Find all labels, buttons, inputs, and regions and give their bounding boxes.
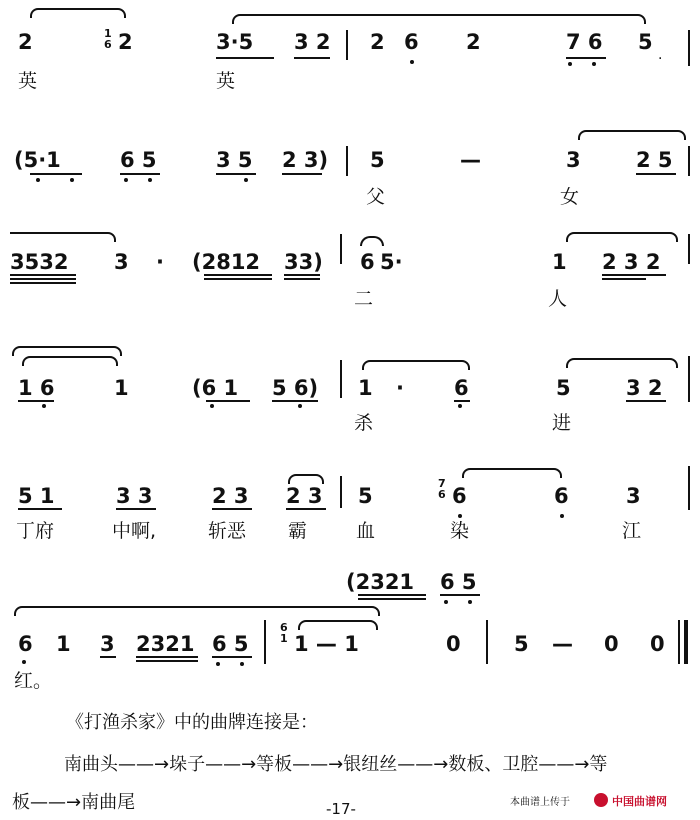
low-octave-dot xyxy=(458,404,462,408)
note: 6 xyxy=(454,376,469,400)
underline xyxy=(120,173,160,175)
slur xyxy=(566,358,678,368)
low-octave-dot xyxy=(148,178,152,182)
note: 5 xyxy=(370,148,385,172)
final-barline-thin xyxy=(678,620,680,664)
note: 6 xyxy=(452,484,467,508)
note: 3 xyxy=(114,250,129,274)
note: (5·1 xyxy=(14,148,61,172)
low-octave-dot xyxy=(240,662,244,666)
lyric: 中啊, xyxy=(112,520,157,542)
lyric: 进 xyxy=(552,412,572,434)
underline xyxy=(602,274,666,276)
note: 0 xyxy=(650,632,665,656)
lyric: 父 xyxy=(366,186,386,208)
upload-note: 本曲谱上传于 xyxy=(510,797,570,808)
slur xyxy=(14,606,380,616)
note: 5 xyxy=(514,632,529,656)
note: 1 xyxy=(56,632,71,656)
slur xyxy=(22,356,118,366)
lyric: 血 xyxy=(356,520,376,542)
note: 3532 xyxy=(10,250,69,274)
low-octave-dot xyxy=(592,62,596,66)
underline xyxy=(358,594,426,596)
low-octave-dot xyxy=(568,62,572,66)
note: (2321 xyxy=(346,570,415,594)
note: (6 1 xyxy=(192,376,239,400)
note: · xyxy=(156,250,164,274)
barline xyxy=(346,30,348,60)
underline xyxy=(440,594,480,596)
note: (2812 xyxy=(192,250,261,274)
slur xyxy=(10,232,116,242)
underline xyxy=(566,57,606,59)
low-octave-dot xyxy=(124,178,128,182)
note: 6 5 xyxy=(440,570,477,594)
low-octave-dot xyxy=(244,178,248,182)
underline xyxy=(602,278,646,280)
note: 5 6) xyxy=(272,376,319,400)
note: 5 1 xyxy=(18,484,55,508)
underline xyxy=(626,400,666,402)
underline xyxy=(284,278,320,280)
low-octave-dot xyxy=(560,514,564,518)
low-octave-dot xyxy=(216,662,220,666)
underline xyxy=(272,400,318,402)
sequence-line-1: 南曲头——→垛子——→等板——→银纽丝——→数板、卫腔——→等 xyxy=(64,754,608,775)
underline xyxy=(30,173,82,175)
note: 0 xyxy=(604,632,619,656)
note: 2 3 xyxy=(212,484,249,508)
underline xyxy=(358,598,426,600)
note: 3 xyxy=(626,484,641,508)
underline xyxy=(136,660,198,662)
underline xyxy=(282,173,322,175)
underline xyxy=(18,508,62,510)
note: 1 6 xyxy=(18,376,55,400)
note: 2 xyxy=(466,30,481,54)
barline xyxy=(486,620,488,664)
underline xyxy=(286,508,326,510)
barline xyxy=(688,466,690,510)
note: 6 xyxy=(18,632,33,656)
note: 1 xyxy=(114,376,129,400)
note: 5 xyxy=(358,484,373,508)
barline xyxy=(346,146,348,176)
note: 2321 xyxy=(136,632,195,656)
note: 0 xyxy=(446,632,461,656)
note: 3 xyxy=(566,148,581,172)
note: 2 xyxy=(370,30,385,54)
slur xyxy=(12,346,122,356)
note: 5 xyxy=(556,376,571,400)
lyric: 红。 xyxy=(14,670,53,692)
underline xyxy=(116,508,156,510)
note: 2 xyxy=(18,30,33,54)
barline xyxy=(264,620,266,664)
note: 5 xyxy=(638,30,653,54)
note: 6 5 xyxy=(120,148,157,172)
underline xyxy=(10,274,76,276)
low-octave-dot xyxy=(42,404,46,408)
note: 5· xyxy=(380,250,403,274)
underline xyxy=(10,278,76,280)
note: 2 3 2 xyxy=(602,250,661,274)
barline xyxy=(688,30,690,66)
logo-icon xyxy=(594,793,608,807)
low-octave-dot xyxy=(36,178,40,182)
lyric: 杀 xyxy=(354,412,374,434)
lyric: 二 xyxy=(354,288,374,310)
underline xyxy=(206,400,250,402)
lyric: 霸 xyxy=(288,520,308,542)
low-octave-dot xyxy=(458,514,462,518)
note: 3 2 xyxy=(626,376,663,400)
lyric: 英 xyxy=(216,70,236,92)
barline xyxy=(340,234,342,264)
underline xyxy=(454,400,470,402)
note: · xyxy=(396,376,404,400)
low-octave-dot xyxy=(444,600,448,604)
low-octave-dot xyxy=(468,600,472,604)
underline xyxy=(216,57,274,59)
underline xyxy=(212,656,252,658)
barline xyxy=(688,146,690,176)
barline xyxy=(688,356,690,402)
slur xyxy=(288,474,324,484)
lyric: 斩恶 xyxy=(208,520,247,542)
lyric-dot: . xyxy=(658,47,663,63)
underline xyxy=(216,173,256,175)
underline xyxy=(204,274,272,276)
underline xyxy=(204,278,272,280)
grace-note: 7 6 xyxy=(438,477,446,501)
grace-note: 1 6 xyxy=(104,27,112,51)
final-barline-thick xyxy=(684,620,688,664)
note: 3 2 xyxy=(294,30,331,54)
slur xyxy=(578,130,686,140)
logo-text: 中国曲谱网 xyxy=(612,795,667,808)
note: 6 xyxy=(360,250,375,274)
note: 6 xyxy=(404,30,419,54)
barline xyxy=(688,234,690,264)
site-logo xyxy=(590,790,700,812)
lyric: 染 xyxy=(450,520,470,542)
note: 3 xyxy=(100,632,115,656)
note: 1 xyxy=(358,376,373,400)
sequence-heading: 《打渔杀家》中的曲牌连接是： xyxy=(66,712,318,733)
underline xyxy=(136,656,198,658)
underline xyxy=(212,508,252,510)
lyric: 女 xyxy=(560,186,580,208)
sequence-line-2: 板——→南曲尾 xyxy=(12,792,136,813)
lyric: 英 xyxy=(18,70,38,92)
low-octave-dot xyxy=(22,660,26,664)
note: 2 3) xyxy=(282,148,329,172)
note: 1 xyxy=(552,250,567,274)
slur xyxy=(360,236,384,246)
slur xyxy=(30,8,126,18)
slur xyxy=(462,468,562,478)
note: 3·5 xyxy=(216,30,254,54)
underline xyxy=(100,656,116,658)
lyric: 江 xyxy=(622,520,642,542)
grace-note: 6 1 xyxy=(280,621,288,645)
barline xyxy=(340,360,342,398)
underline xyxy=(636,173,676,175)
low-octave-dot xyxy=(70,178,74,182)
note: 33) xyxy=(284,250,323,274)
low-octave-dot xyxy=(210,404,214,408)
note: 3 3 xyxy=(116,484,153,508)
note: 6 5 xyxy=(212,632,249,656)
slur xyxy=(232,14,646,24)
lyric: 丁府 xyxy=(16,520,55,542)
note: 2 3 xyxy=(286,484,323,508)
note: — xyxy=(552,632,573,656)
low-octave-dot xyxy=(410,60,414,64)
note: — xyxy=(460,148,481,172)
note: 2 xyxy=(118,30,133,54)
barline xyxy=(340,476,342,508)
lyric: 人 xyxy=(548,288,568,310)
slur xyxy=(566,232,678,242)
slur xyxy=(298,620,378,630)
note: 7 6 xyxy=(566,30,603,54)
note: 6 xyxy=(554,484,569,508)
note: 3 5 xyxy=(216,148,253,172)
slur xyxy=(362,360,470,370)
underline xyxy=(10,282,76,284)
note: 1 — 1 xyxy=(294,632,359,656)
underline xyxy=(18,400,54,402)
page-number: -17- xyxy=(326,800,356,818)
underline xyxy=(294,57,330,59)
underline xyxy=(284,274,320,276)
low-octave-dot xyxy=(298,404,302,408)
note: 2 5 xyxy=(636,148,673,172)
